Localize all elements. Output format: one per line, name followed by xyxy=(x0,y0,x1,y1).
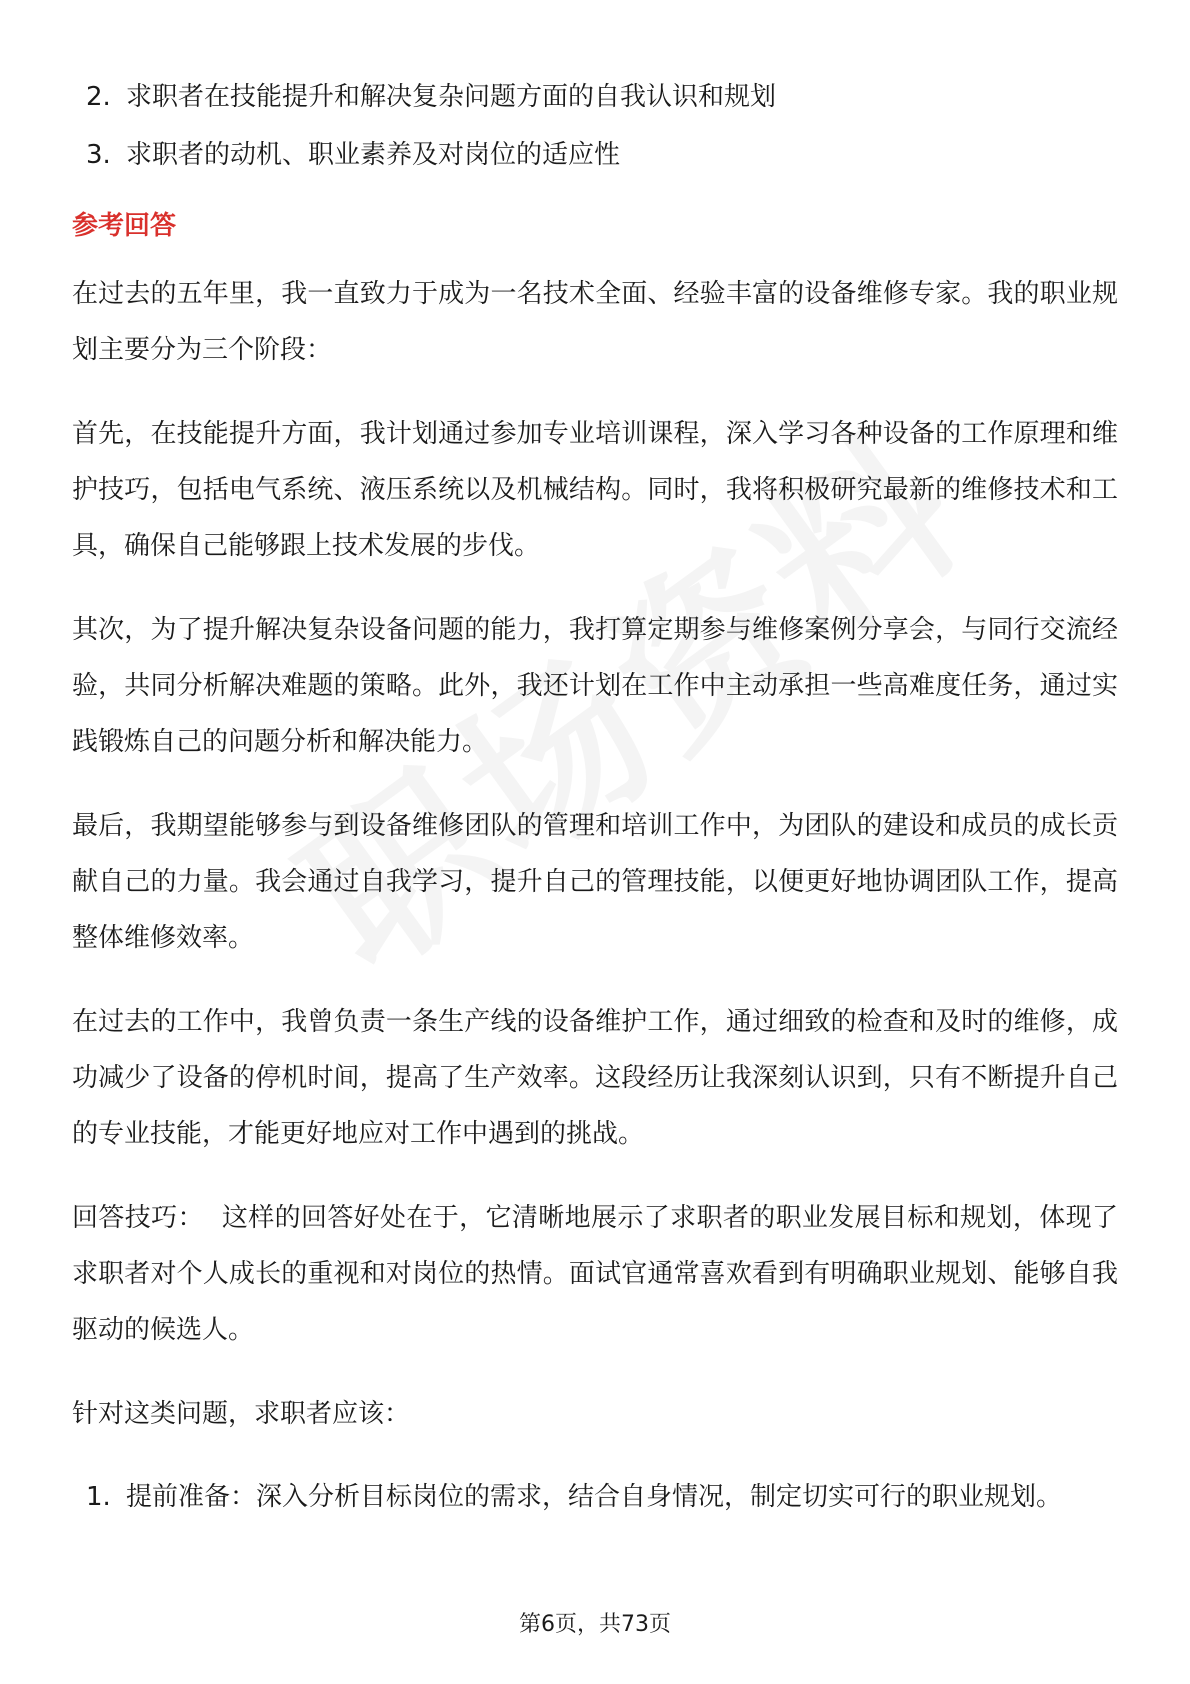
tip-paragraph xyxy=(72,1190,1118,1358)
list-text: 提前准备：深入分析目标岗位的需求，结合自身情况，制定切实可行的职业规划。 xyxy=(126,1482,1063,1512)
paragraph: 在过去的工作中，我曾负责一条生产线的设备维护工作，通过细致的检查和及时的维修，成功减少了设备的停机时间，提高了生产效率。这段经历让我深刻认识到，只有不断提升自己的专业技能，才能更好地应对工作中遇到的挑战。 xyxy=(72,1007,1118,1149)
list-number: 1. xyxy=(86,1482,111,1512)
list-text: 求职者的动机、职业素养及对岗位的适应性 xyxy=(126,140,621,170)
paragraph: 首先，在技能提升方面，我计划通过参加专业培训课程，深入学习各种设备的工作原理和维护技巧，包括电气系统、液压系统以及机械结构。同时，我将积极研究最新的维修技术和工具，确保自己能够跟上技术发展的步伐。 xyxy=(72,419,1118,561)
paragraph: 最后，我期望能够参与到设备维修团队的管理和培训工作中，为团队的建设和成员的成长贡献自己的力量。我会通过自我学习，提升自己的管理技能，以便更好地协调团队工作，提高整体维修效率。 xyxy=(72,811,1118,953)
list-number: 2. xyxy=(86,82,111,112)
list-number: 3. xyxy=(86,140,111,170)
list-item xyxy=(72,1470,1118,1524)
page-footer: 第6页，共73页 xyxy=(519,1612,671,1637)
document-body xyxy=(72,68,1118,1524)
list-item xyxy=(72,68,1118,126)
advice-intro: 针对这类问题，求职者应该： xyxy=(72,1399,411,1429)
paragraph: 其次，为了提升解决复杂设备问题的能力，我打算定期参与维修案例分享会，与同行交流经验，共同分析解决难题的策略。此外，我还计划在工作中主动承担一些高难度任务，通过实践锻炼自己的问题分析和解决能力。 xyxy=(72,615,1118,757)
tip-label: 回答技巧： xyxy=(72,1203,204,1233)
list-item xyxy=(72,126,1118,184)
section-title: 参考回答 xyxy=(72,211,177,241)
paragraph: 在过去的五年里，我一直致力于成为一名技术全面、经验丰富的设备维修专家。我的职业规划主要分为三个阶段： xyxy=(72,279,1118,365)
list-text: 求职者在技能提升和解决复杂问题方面的自我认识和规划 xyxy=(126,82,777,112)
tip-text: 这样的回答好处在于，它清晰地展示了求职者的职业发展目标和规划，体现了求职者对个人成长的重视和对岗位的热情。面试官通常喜欢看到有明确职业规划、能够自我驱动的候选人。 xyxy=(72,1203,1118,1345)
